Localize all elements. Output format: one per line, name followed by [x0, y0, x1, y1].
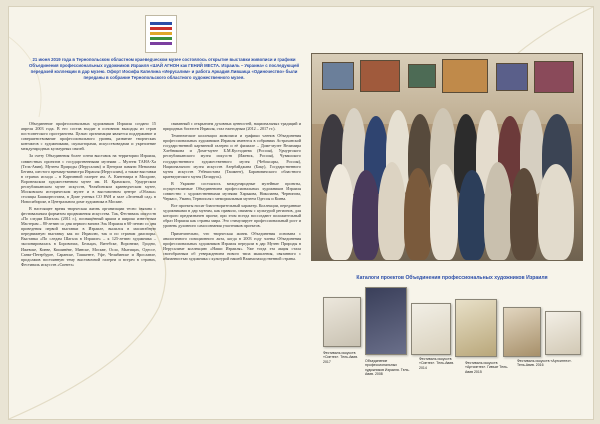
organization-logo: [145, 15, 177, 53]
text-column-left: [21, 121, 156, 269]
paragraph: Объединение профессиональных художников Израиля создано 15 апреля 2003 года. В его состав входят в основном выходцы из стран постсоветского пространства. Целью организации является поддержание и совершенствование профессионального уровня, развитие творческих контактов с художниками, скульпторами, искусствоведами и укрепление международных культурных связей.: [21, 121, 156, 152]
catalog-caption-2: Объединение профессиональных художников Израиля. Тель-Авив. 2008: [365, 359, 410, 376]
paragraph: В Украине состоялось международные музейные проекты, осуществляемые Объединением профессиональных художников Израиля совместно с художественными музеями Харькова, Николаева, Чернигова, Черкасс, Умани, Тернополя с мемориальным музеем Одессы и Киева.: [163, 180, 301, 202]
catalog-caption-5: Фестиваль искусств «Артсинтез». Тель-Авив. 2016: [517, 359, 572, 368]
page: [8, 6, 594, 420]
paragraph: За счету Объединения более сотни выставок на территории Израиля, совместных проектов с государственными музеями – Музеем ТАНА-Ха (Тель-Авив), Музеем Природы (Иерусалим) и Центром памяти Менахема Бегина, шестого премьер-министра Израиля (Иерусалим), а также выставки в странах исхода – в Картинной галерее им. А. Кантемира в Молдове, Воронежском художественном музее им. И. Крамского, Удмуртском республиканском музее искусств, Челябинском краеведческом музее, Московском историческом музее и в выставочном центре «Облака» столицы Башкортостана, в Доме ученых СО РАН и зале «Зеленый сад» в Новосибирске, в Центральном доме художника в Москве.: [21, 153, 156, 204]
catalog-cover-5: [503, 307, 541, 357]
intro-announcement: 21 июня 2019 года в Тернопольском областном краеведческом музее состоялось открытие выставки живописи и графики Объединения профессиональных художников Израиля «ШАЙ АГНОН как ГЕНИЙ МЕСТА. Израиль – Украина» с последующей передачей коллекции в дар музею. Офорт Иосифа Капелина «Иерусалим» и работа Аркадия Лившица «Одиночество» были переданы в собрание Тернопольского областного художественного музея.: [29, 57, 299, 80]
catalog-cover-2: [365, 287, 407, 355]
catalog-cover-4: [455, 299, 497, 357]
paragraph: связанный с открытием духовных ценностей, национальных традиций и природных богатств Израиля, стал ежегодным (2012 – 2017 гг.).: [163, 121, 301, 132]
catalog-caption-3: Фестиваль искусств «Синтез». Тель-Авив. 2014: [419, 357, 455, 370]
text-column-right: [163, 121, 301, 263]
catalog-cover-1: [323, 297, 361, 347]
paragraph: В настоящее время творческая жизнь организации тесно связана с фестивальным форматом продвижения искусства. Так, Фестиваль искусств «По следам Шагала» (2011 г.), посвящённый ярким и широко известным Мастерам – 80-летию со дня первого визита Эль Израиля в 60-летию со дня проведения первой выставки в Израиле, вылился в масштабную передвижную выставку как по Израилю, так и по странам диаспоры. Выставка «По следам Шагала в Израиле» – к 125-летию художника – экспонировалась в Боровичах, Бельцах, Витебске, Воронеже, Гродно, Ижевске, Киеве, Кишинёве, Минске, Москве, Осло, Мытищах, Одессе, Санкт-Петербурге, Саранске, Ташкенте, Уфе, Челябинске и Ярославле, продолжив постоянную тему выставочной галереи и встреч в странах, Фестиваль искусств «Синтез»: [21, 206, 156, 267]
paragraph: Примечательно, что творческая жизнь Объединения основана с аналогичного позиционного акта, когда в 2003 году члены Объединения профессиональных художников Израиля передали в дар Музею Природы в Иерусалиме коллекцию «Наши Израиля». Уже тогда эта акция стала своеобразным об утверждением нового типа мышления, связанного с обязанностью художника с культурой нашей Взаимозаходственной страны.: [163, 230, 301, 261]
paragraph: Все проекты носят благотворительный характер. Коллекции, переданные художниками в дар музеям, как правило, связаны с культурой регионов, для которого предназначен проект, при этом всегда воссоздают положительный образ Израиля как страны мира. Это стимулирует профессиональный рост и уровень духовного самосознания участников проектов.: [163, 203, 301, 229]
group-photo: [311, 53, 583, 261]
catalog-heading: Каталоги проектов Объединения профессиональных художников Израиля: [356, 275, 548, 281]
catalog-caption-4: Фестиваль искусств «Артсинтез». Гивъат Тель-Авив 2015: [465, 361, 509, 374]
catalog-cover-3: [411, 303, 451, 355]
catalog-cover-6: [545, 311, 581, 355]
catalog-caption-1: Фестиваль искусств «Синтез». Тель-Авив. 2017: [323, 351, 359, 364]
paragraph: Тематические коллекции живописи и графики членов Объединения профессиональных художников Израиля имеются в собраниях Астраханской государственной картинной галереи и её филиале – Доме-музее Велимира Хлебникова и Доме-музее Б.М.Кустодиева (Россия), Удмуртского республиканского музея искусств (Ижевск, Россия), Чувашского государственного художественного музея (Чебоксары, Россия), Национального музея искусств Азербайджана (Баку), Государственного музея искусств Узбекистана (Ташкент), Барановичского областного краеведческого музея (Беларусь).: [163, 133, 301, 179]
